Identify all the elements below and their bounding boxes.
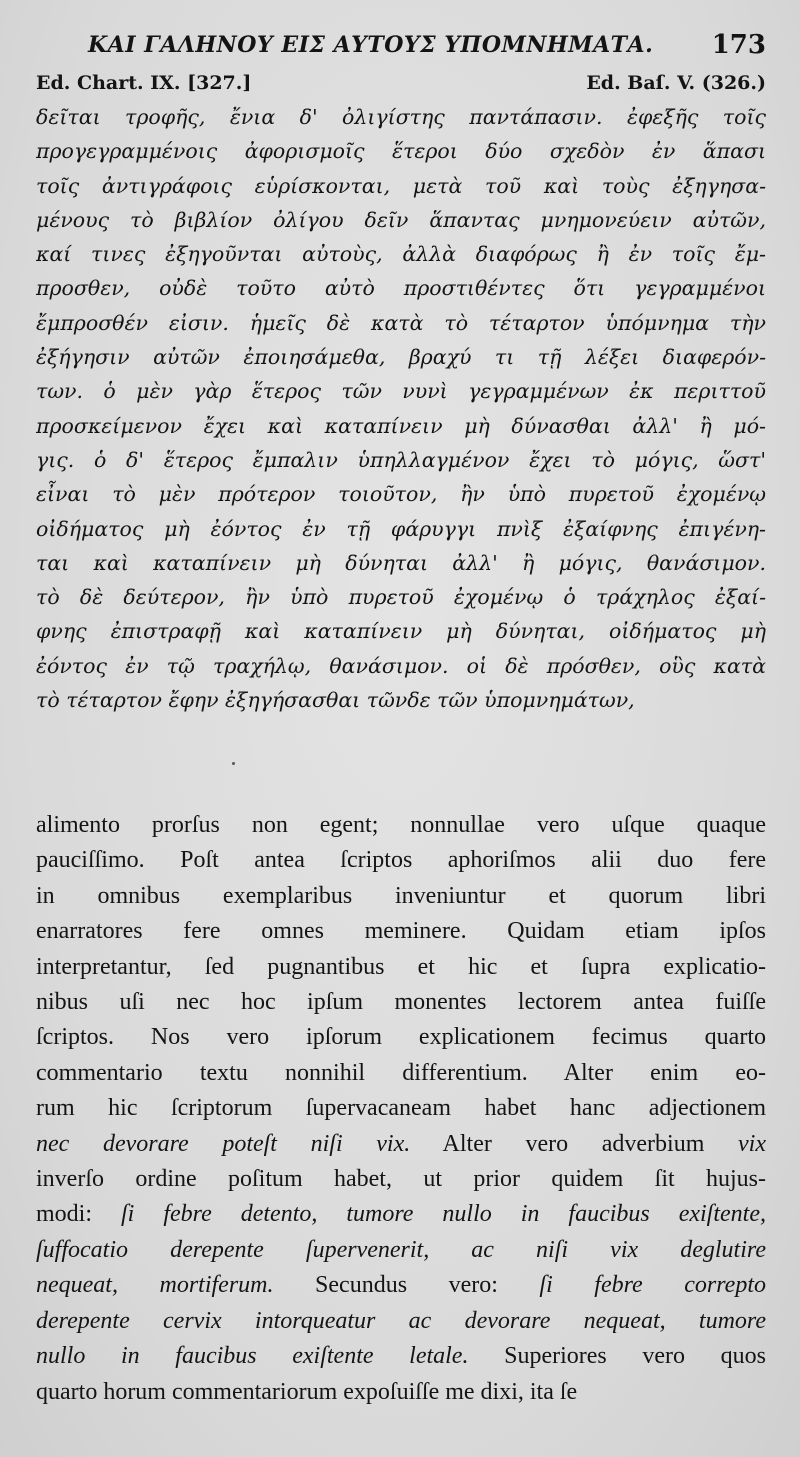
ink-speck — [232, 762, 235, 765]
latin-line: quarto horum commentariorum expoſuiſſe me dixi, ita ſe — [36, 1378, 578, 1405]
greek-line: προσθεν, οὐδὲ τοῦτο αὐτὸ προστιθέντες ὅτι γεγραμμένοι — [36, 276, 766, 301]
latin-text: modi: — [36, 1201, 121, 1228]
greek-line: οἰδήματος μὴ ἐόντος ἐν τῇ φάρυγγι πνὶξ ἐξαίφνης ἐπιγένη- — [36, 516, 766, 541]
latin-text-block — [36, 808, 766, 1410]
greek-line: φνης ἐπιστραφῇ καὶ καταπίνειν μὴ δύνηται, οἰδήματος μὴ — [36, 619, 766, 644]
greek-line: ἐξήγησιν αὐτῶν ἐποιησάμεθα, βραχύ τι τῇ λέξει διαφερόν- — [36, 345, 766, 370]
latin-line-mixed — [36, 1268, 766, 1303]
greek-line: γις. ὁ δ' ἕτερος ἔμπαλιν ὑπηλλαγμένον ἔχει τὸ μόγις, ὥστ' — [36, 447, 766, 472]
italic-quote: ſuffocatio derepente ſupervenerit, ac niſi vix deglutire — [36, 1236, 766, 1263]
greek-line: τοῖς ἀντιγράφοις εὑρίσκονται, μετὰ τοῦ καὶ τοὺς ἐξηγησα- — [36, 173, 766, 198]
latin-line: nibus uſi nec hoc ipſum monentes lectorem antea fuiſſe — [36, 989, 766, 1016]
latin-line-mixed — [36, 1127, 766, 1162]
italic-quote: derepente cervix intorqueatur ac devorare nequeat, tumore — [36, 1307, 766, 1334]
italic-quote: nequeat, mortiferum. — [36, 1272, 274, 1299]
latin-line: interpretantur, ſed pugnantibus et hic et ſupra explicatio- — [36, 953, 766, 980]
greek-line: δεῖται τροφῆς, ἔνια δ' ὀλιγίστης παντάπασιν. ἐφεξῆς τοῖς — [36, 105, 766, 129]
greek-line: τὸ τέταρτον ἔφην ἐξηγήσασθαι τῶνδε τῶν ὑπομνημάτων, — [36, 688, 635, 713]
greek-line: καί τινες ἐξηγοῦνται αὐτοὺς, ἀλλὰ διαφόρως ἢ ἐν τοῖς ἔμ- — [36, 242, 766, 267]
greek-line: προσκείμενον ἔχει καὶ καταπίνειν μὴ δύνασθαι ἀλλ' ἢ μό- — [36, 413, 766, 438]
latin-line-mixed — [36, 1197, 766, 1232]
italic-quote: ſi febre detento, tumore nullo in faucibus exiſtente, — [121, 1201, 766, 1228]
edition-reference-basel: Ed. Baſ. V. (326.) — [586, 72, 766, 94]
greek-line: προγεγραμμένοις ἀφορισμοῖς ἕτεροι δύο σχεδὸν ἐν ἅπασι — [36, 139, 766, 164]
italic-quote: nec devorare poteſt niſi vix. — [36, 1130, 411, 1157]
italic-quote: ſi febre correpto — [539, 1272, 766, 1299]
latin-line: in omnibus exemplaribus inveniuntur et quorum libri — [36, 882, 766, 909]
latin-text: Superiores vero quos — [468, 1343, 766, 1370]
greek-line: ἔμπροσθέν εἰσιν. ἡμεῖς δὲ κατὰ τὸ τέταρτον ὑπόμνημα τὴν — [36, 310, 766, 335]
latin-text: Alter vero adverbium — [410, 1130, 739, 1157]
latin-text: Secundus vero: — [273, 1272, 540, 1299]
greek-line: ται καὶ καταπίνειν μὴ δύνηται ἀλλ' ἢ μόγις, θανάσιμον. — [36, 550, 766, 575]
greek-line: τὸ δὲ δεύτερον, ἢν ὑπὸ πυρετοῦ ἐχομένῳ ὁ τράχηλος ἐξαί- — [36, 585, 766, 610]
italic-quote: nullo in faucibus exiſtente letale. — [36, 1343, 469, 1370]
running-head: ΚΑΙ ΓΑΛΗΝΟΥ ΕΙΣ ΑΥΤΟΥΣ ΥΠΟΜΝΗΜΑΤΑ. — [88, 32, 654, 58]
latin-line: ſcriptos. Nos vero ipſorum explicationem fecimus quarto — [36, 1024, 766, 1051]
greek-line: εἶναι τὸ μὲν πρότερον τοιοῦτον, ἢν ὑπὸ πυρετοῦ ἐχομένῳ — [36, 482, 766, 507]
latin-line: enarratores fere omnes meminere. Quidam etiam ipſos — [36, 918, 766, 945]
latin-line: inverſo ordine poſitum habet, ut prior quidem ſit hujus- — [36, 1166, 766, 1193]
latin-line: alimento prorſus non egent; nonnullae vero uſque quaque — [36, 812, 766, 838]
greek-line: των. ὁ μὲν γὰρ ἕτερος τῶν νυνὶ γεγραμμένων ἐκ περιττοῦ — [36, 379, 766, 404]
page-number: 173 — [711, 30, 766, 60]
latin-line: rum hic ſcriptorum ſupervacaneam habet hanc adjectionem — [36, 1095, 766, 1122]
greek-line: ἐόντος ἐν τῷ τραχήλῳ, θανάσιμον. οἱ δὲ πρόσθεν, οὓς κατὰ — [36, 653, 766, 678]
greek-line: μένους τὸ βιβλίον ὀλίγου δεῖν ἅπαντας μνημονεύειν αὐτῶν, — [36, 207, 766, 232]
edition-reference-chartier: Ed. Chart. IX. [327.] — [36, 72, 252, 94]
greek-text-block — [36, 100, 766, 717]
latin-line-mixed — [36, 1339, 766, 1374]
latin-line: commentario textu nonnihil differentium. Alter enim eo- — [36, 1059, 766, 1086]
italic-quote: vix — [738, 1130, 766, 1157]
latin-line: pauciſſimo. Poſt antea ſcriptos aphoriſmos alii duo fere — [36, 847, 766, 874]
